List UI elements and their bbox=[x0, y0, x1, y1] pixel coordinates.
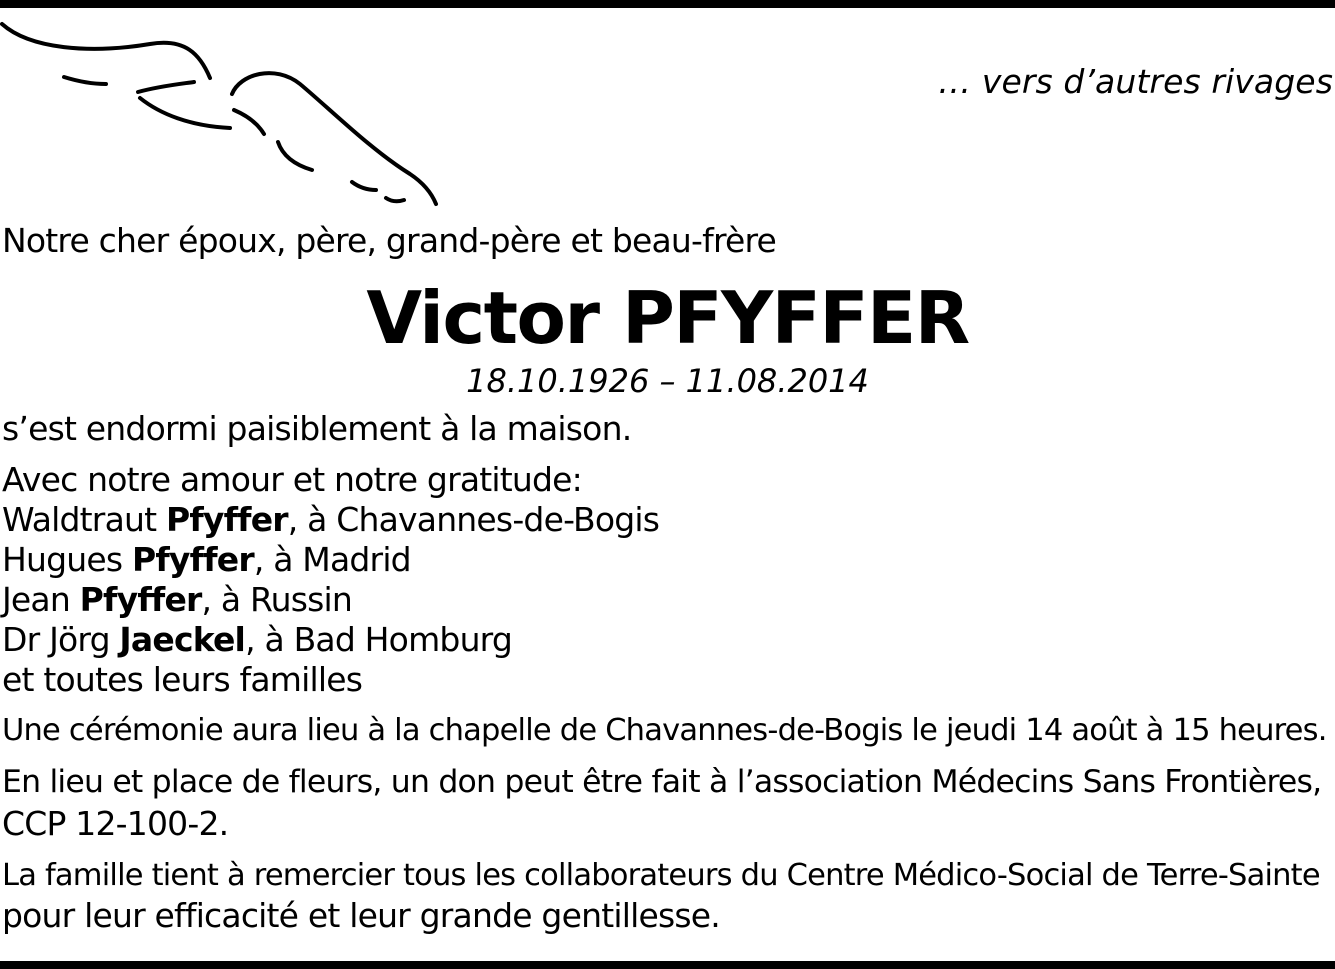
ceremony-text: Une cérémonie aura lieu à la chapelle de Chavannes-de-Bogis le jeudi 14 août à 15 heures. bbox=[2, 713, 1327, 748]
member-first-name: Hugues bbox=[2, 540, 132, 579]
passing-text: s’est endormi paisiblement à la maison. bbox=[2, 409, 632, 448]
dove-wing-stroke bbox=[64, 77, 106, 84]
family-member bbox=[2, 620, 512, 660]
dove-wing-stroke bbox=[138, 82, 194, 92]
member-surname: Jaeckel bbox=[119, 620, 246, 659]
dove-tail-stroke bbox=[352, 182, 376, 190]
thanks-text: La famille tient à remercier tous les collaborateurs du Centre Médico-Social de Terre-Sainte bbox=[2, 858, 1320, 893]
donation-text: En lieu et place de fleurs, un don peut être fait à l’association Médecins Sans Frontières, bbox=[2, 764, 1322, 800]
dove-tail-stroke bbox=[386, 198, 404, 201]
family-heading: Avec notre amour et notre gratitude: bbox=[2, 460, 582, 499]
member-surname: Pfyffer bbox=[131, 540, 254, 579]
deceased-name: Victor PFYFFER bbox=[366, 276, 969, 360]
dove-body-stroke bbox=[278, 142, 312, 170]
dove-body-stroke bbox=[234, 110, 264, 134]
life-dates: 18.10.1926 – 11.08.2014 bbox=[466, 362, 869, 400]
member-first-name: Dr Jörg bbox=[2, 620, 120, 659]
family-closing: et toutes leurs familles bbox=[2, 660, 363, 699]
member-place: , à Bad Homburg bbox=[245, 620, 513, 659]
family-member bbox=[2, 500, 659, 540]
member-surname: Pfyffer bbox=[165, 500, 288, 539]
dove-illustration bbox=[0, 14, 450, 214]
dove-body-stroke bbox=[140, 98, 230, 128]
member-place: , à Madrid bbox=[253, 540, 411, 579]
top-rule bbox=[0, 0, 1335, 8]
member-place: , à Chavannes-de-Bogis bbox=[287, 500, 660, 539]
intro-text: Notre cher époux, père, grand-père et beau-frère bbox=[2, 221, 777, 260]
member-surname: Pfyffer bbox=[79, 580, 202, 619]
member-first-name: Jean bbox=[2, 580, 80, 619]
member-first-name: Waldtraut bbox=[2, 500, 166, 539]
family-member bbox=[2, 540, 411, 580]
family-member bbox=[2, 580, 352, 620]
motto-text: … vers d’autres rivages bbox=[938, 62, 1333, 101]
dove-body-stroke bbox=[232, 73, 436, 204]
donation-account: CCP 12-100-2. bbox=[2, 804, 229, 843]
member-place: , à Russin bbox=[201, 580, 353, 619]
bottom-rule bbox=[0, 961, 1335, 969]
thanks-text-continued: pour leur efficacité et leur grande gentillesse. bbox=[2, 896, 720, 935]
dove-wing-stroke bbox=[2, 24, 210, 78]
